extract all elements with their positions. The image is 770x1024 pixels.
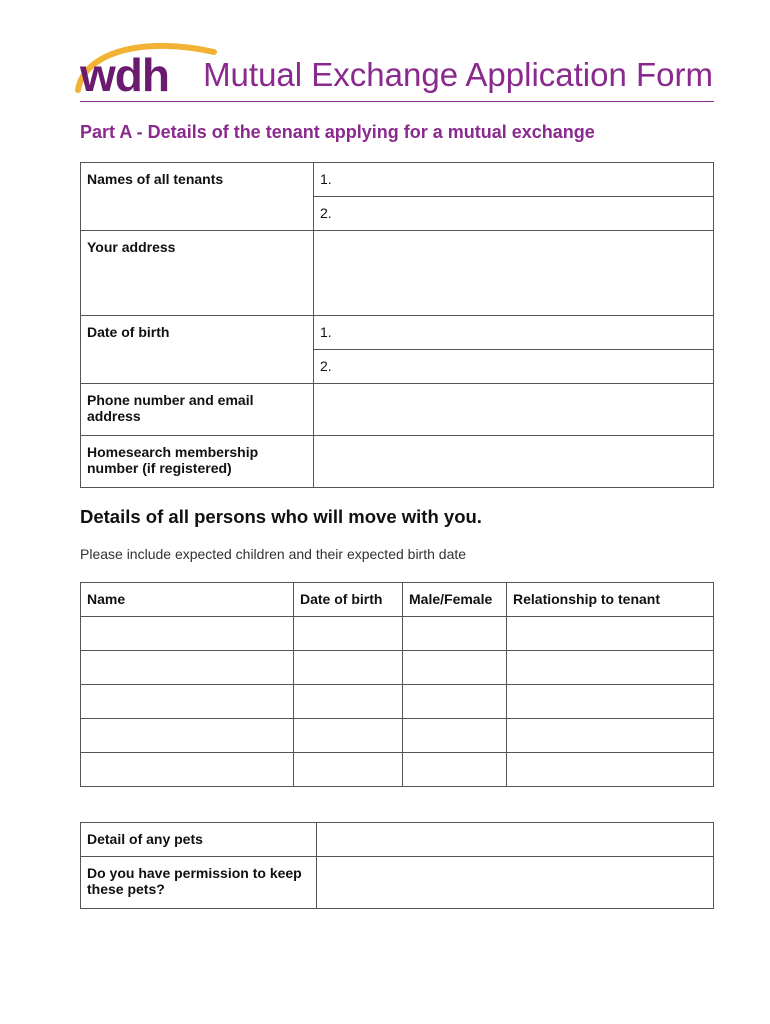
person-dob-cell[interactable]	[294, 753, 403, 787]
table-row	[81, 719, 714, 753]
table-row	[81, 651, 714, 685]
pets-detail-label: Detail of any pets	[81, 823, 317, 857]
person-name-cell[interactable]	[81, 617, 294, 651]
person-dob-cell[interactable]	[294, 617, 403, 651]
phone-email-label: Phone number and email address	[81, 384, 314, 436]
person-dob-cell[interactable]	[294, 685, 403, 719]
names-field-1[interactable]: 1.	[314, 163, 714, 197]
person-name-cell[interactable]	[81, 753, 294, 787]
person-dob-cell[interactable]	[294, 719, 403, 753]
pets-permission-label: Do you have permission to keep these pets?	[81, 857, 317, 909]
pets-permission-field[interactable]	[317, 857, 714, 909]
col-dob-header: Date of birth	[294, 583, 403, 617]
address-field[interactable]	[314, 231, 714, 316]
person-gender-cell[interactable]	[403, 685, 507, 719]
person-relationship-cell[interactable]	[507, 753, 714, 787]
person-gender-cell[interactable]	[403, 719, 507, 753]
page-title: Mutual Exchange Application Form	[203, 56, 713, 93]
table-row	[81, 617, 714, 651]
dob-field-2[interactable]: 2.	[314, 350, 714, 384]
phone-email-field[interactable]	[314, 384, 714, 436]
title-divider	[80, 101, 714, 102]
persons-note: Please include expected children and their expected birth date	[80, 546, 467, 562]
person-name-cell[interactable]	[81, 651, 294, 685]
col-name-header: Name	[81, 583, 294, 617]
person-relationship-cell[interactable]	[507, 685, 714, 719]
dob-label: Date of birth	[81, 316, 314, 384]
names-label: Names of all tenants	[81, 163, 314, 231]
persons-table	[80, 582, 714, 787]
part-a-heading: Part A - Details of the tenant applying for a mutual exchange	[80, 122, 595, 142]
person-relationship-cell[interactable]	[507, 651, 714, 685]
person-gender-cell[interactable]	[403, 753, 507, 787]
col-gender-header: Male/Female	[403, 583, 507, 617]
pets-table	[80, 822, 714, 909]
persons-heading: Details of all persons who will move with you.	[80, 506, 482, 527]
col-relationship-header: Relationship to tenant	[507, 583, 714, 617]
person-relationship-cell[interactable]	[507, 719, 714, 753]
logo-text: wdh	[80, 49, 169, 101]
names-field-2[interactable]: 2.	[314, 197, 714, 231]
wdh-logo	[74, 38, 224, 100]
dob-field-1[interactable]: 1.	[314, 316, 714, 350]
homesearch-label: Homesearch membership number (if registered)	[81, 436, 314, 488]
homesearch-field[interactable]	[314, 436, 714, 488]
person-relationship-cell[interactable]	[507, 617, 714, 651]
table-row	[81, 753, 714, 787]
person-gender-cell[interactable]	[403, 617, 507, 651]
person-gender-cell[interactable]	[403, 651, 507, 685]
table-row	[81, 685, 714, 719]
person-name-cell[interactable]	[81, 719, 294, 753]
tenant-details-table	[80, 162, 714, 488]
person-name-cell[interactable]	[81, 685, 294, 719]
address-label: Your address	[81, 231, 314, 316]
pets-detail-field[interactable]	[317, 823, 714, 857]
person-dob-cell[interactable]	[294, 651, 403, 685]
